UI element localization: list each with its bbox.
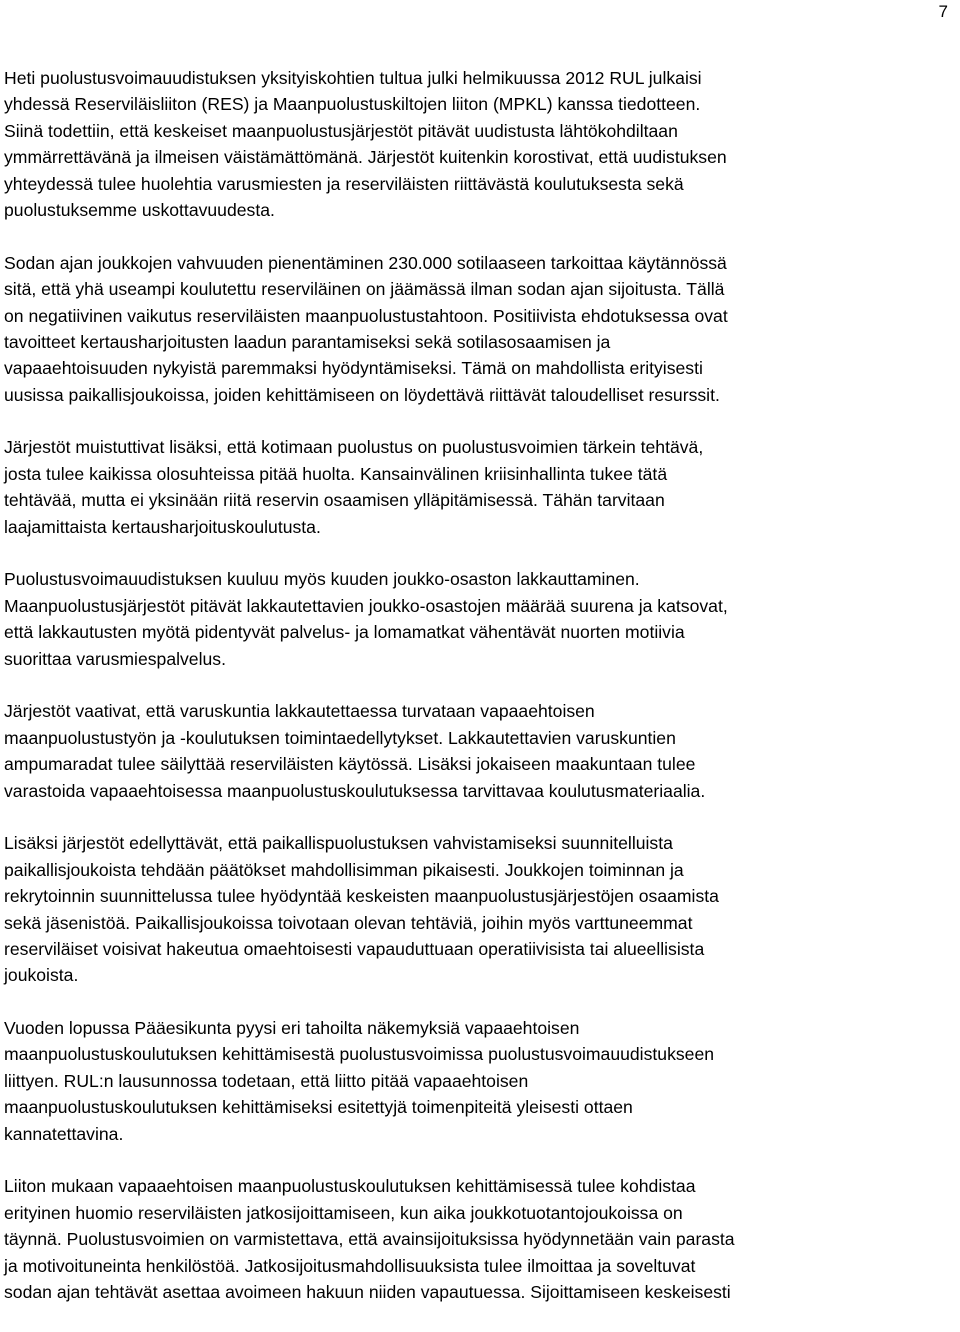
text-line: sekä jäsenistöä. Paikallisjoukoissa toivotaan olevan tehtäviä, joihin myös varttuneemmat (4, 912, 693, 933)
text-line: Vuoden lopussa Pääesikunta pyysi eri tahoilta näkemyksiä vapaaehtoisen (4, 1018, 580, 1039)
text-line: suorittaa varusmiespalvelus. (4, 648, 226, 669)
page-number: 7 (938, 2, 948, 21)
text-line: Järjestöt muistuttivat lisäksi, että kotimaan puolustus on puolustusvoimien tärkein tehtävä, (4, 437, 704, 458)
text-line: varastoida vapaaehtoisessa maanpuolustuskoulutuksessa tarvittavaa koulutusmateriaalia. (4, 780, 706, 801)
text-line: rekrytoinnin suunnittelussa tulee hyödyntää keskeisten maanpuolustusjärjestöjen osaamista (4, 886, 719, 907)
paragraph-general-staff-request (4, 1015, 954, 1147)
text-line: vapaaehtoisuuden nykyistä paremmaksi hyödyntämiseksi. Tämä on mahdollista erityisesti (4, 358, 703, 379)
paragraph-league-view (4, 1173, 954, 1305)
text-line: uusissa paikallisjoukoissa, joiden kehittämiseen on löydettävä riittävät taloudelliset resurssit. (4, 384, 720, 405)
text-line: yhdessä Reserviläisliiton (RES) ja Maanpuolustuskiltojen liiton (MPKL) kanssa tiedotteen. (4, 94, 701, 115)
text-line: Lisäksi järjestöt edellyttävät, että paikallispuolustuksen vahvistamiseksi suunnitelluista (4, 833, 673, 854)
document-body (4, 65, 954, 1332)
text-line: laajamittaista kertausharjoituskoulutusta. (4, 516, 321, 537)
text-line: täynnä. Puolustusvoimien on varmistettava, että avainsijoituksissa hyödynnetään vain parasta (4, 1229, 735, 1250)
text-line: tavoitteet kertausharjoitusten laadun parantamiseksi sekä sotilasosaamisen ja (4, 331, 611, 352)
text-line: joukoista. (4, 965, 79, 986)
paragraph-wartime-troops (4, 250, 954, 408)
text-line: sitä, että yhä useampi koulutettu reserviläinen on jäämässä ilman sodan ajan sijoitusta. Tällä (4, 279, 725, 300)
text-line: on negatiivinen vaikutus reserviläisten maanpuolustustahtoon. Positiivista ehdotuksessa ovat (4, 305, 728, 326)
text-line: Maanpuolustusjärjestöt pitävät lakkautettavien joukko-osastojen määrää suurena ja katsovat, (4, 595, 728, 616)
text-line: reserviläiset voisivat hakeutua omaehtoisesti vapauduttuaan operatiivisista tai alueellisista (4, 938, 705, 959)
text-line: Siinä todettiin, että keskeiset maanpuolustusjärjestöt pitävät uudistusta lähtökohdiltaan (4, 120, 678, 141)
text-line: Liiton mukaan vapaaehtoisen maanpuolustuskoulutuksen kehittämisessä tulee kohdistaa (4, 1176, 696, 1197)
text-line: puolustuksemme uskottavuudesta. (4, 199, 275, 220)
paragraph-intro (4, 65, 954, 223)
text-line: tehtävää, mutta ei yksinään riitä reservin osaamisen ylläpitämisessä. Tähän tarvitaan (4, 490, 665, 511)
text-line: Järjestöt vaativat, että varuskuntia lakkautettaessa turvataan vapaaehtoisen (4, 701, 595, 722)
text-line: sodan ajan tehtävät asettaa avoimeen hakuun niiden vapautuessa. Sijoittamiseen keskeisesti (4, 1281, 731, 1302)
text-line: liittyen. RUL:n lausunnossa todetaan, että liitto pitää vapaaehtoisen (4, 1070, 529, 1091)
text-line: Heti puolustusvoimauudistuksen yksityiskohtien tultua julki helmikuussa 2012 RUL julkaisi (4, 68, 702, 88)
paragraph-garrison-demands (4, 698, 954, 804)
paragraph-homeland-defence (4, 434, 954, 540)
text-line: maanpuolustuskoulutuksen kehittämisestä puolustusvoimissa puolustusvoimauudistukseen (4, 1044, 715, 1065)
paragraph-unit-closures (4, 566, 954, 672)
text-line: ymmärrettävänä ja ilmeisen väistämättömänä. Järjestöt kuitenkin korostivat, että uudistuksen (4, 147, 727, 168)
text-line: erityinen huomio reserviläisten jatkosijoittamiseen, kun aika joukkotuotantojoukoissa on (4, 1202, 683, 1223)
text-line: maanpuolustustyön ja -koulutuksen toimintaedellytykset. Lakkautettavien varuskuntien (4, 727, 676, 748)
text-line: ampumaradat tulee säilyttää reserviläisten käytössä. Lisäksi jokaiseen maakuntaan tulee (4, 754, 696, 775)
text-line: josta tulee kaikissa olosuhteissa pitää huolta. Kansainvälinen kriisinhallinta tukee tätä (4, 463, 668, 484)
text-line: kannatettavina. (4, 1123, 124, 1144)
text-line: paikallisjoukoista tehdään päätökset mahdollisimman pikaisesti. Joukkojen toiminnan ja (4, 859, 684, 880)
text-line: että lakkautusten myötä pidentyvät palvelus- ja lomamatkat vähentävät nuorten motiivia (4, 622, 685, 643)
text-line: Puolustusvoimauudistuksen kuuluu myös kuuden joukko-osaston lakkauttaminen. (4, 569, 640, 590)
paragraph-local-troops (4, 830, 954, 988)
text-line: ja motivoituneinta henkilöstöä. Jatkosijoitusmahdollisuuksista tulee ilmoittaa ja soveltuvat (4, 1255, 696, 1276)
text-line: maanpuolustuskoulutuksen kehittämiseksi esitettyjä toimenpiteitä yleisesti ottaen (4, 1097, 633, 1118)
text-line: yhteydessä tulee huolehtia varusmiesten ja reserviläisten riittävästä koulutuksesta sekä (4, 173, 684, 194)
text-line: Sodan ajan joukkojen vahvuuden pienentäminen 230.000 sotilaaseen tarkoittaa käytännössä (4, 252, 727, 273)
